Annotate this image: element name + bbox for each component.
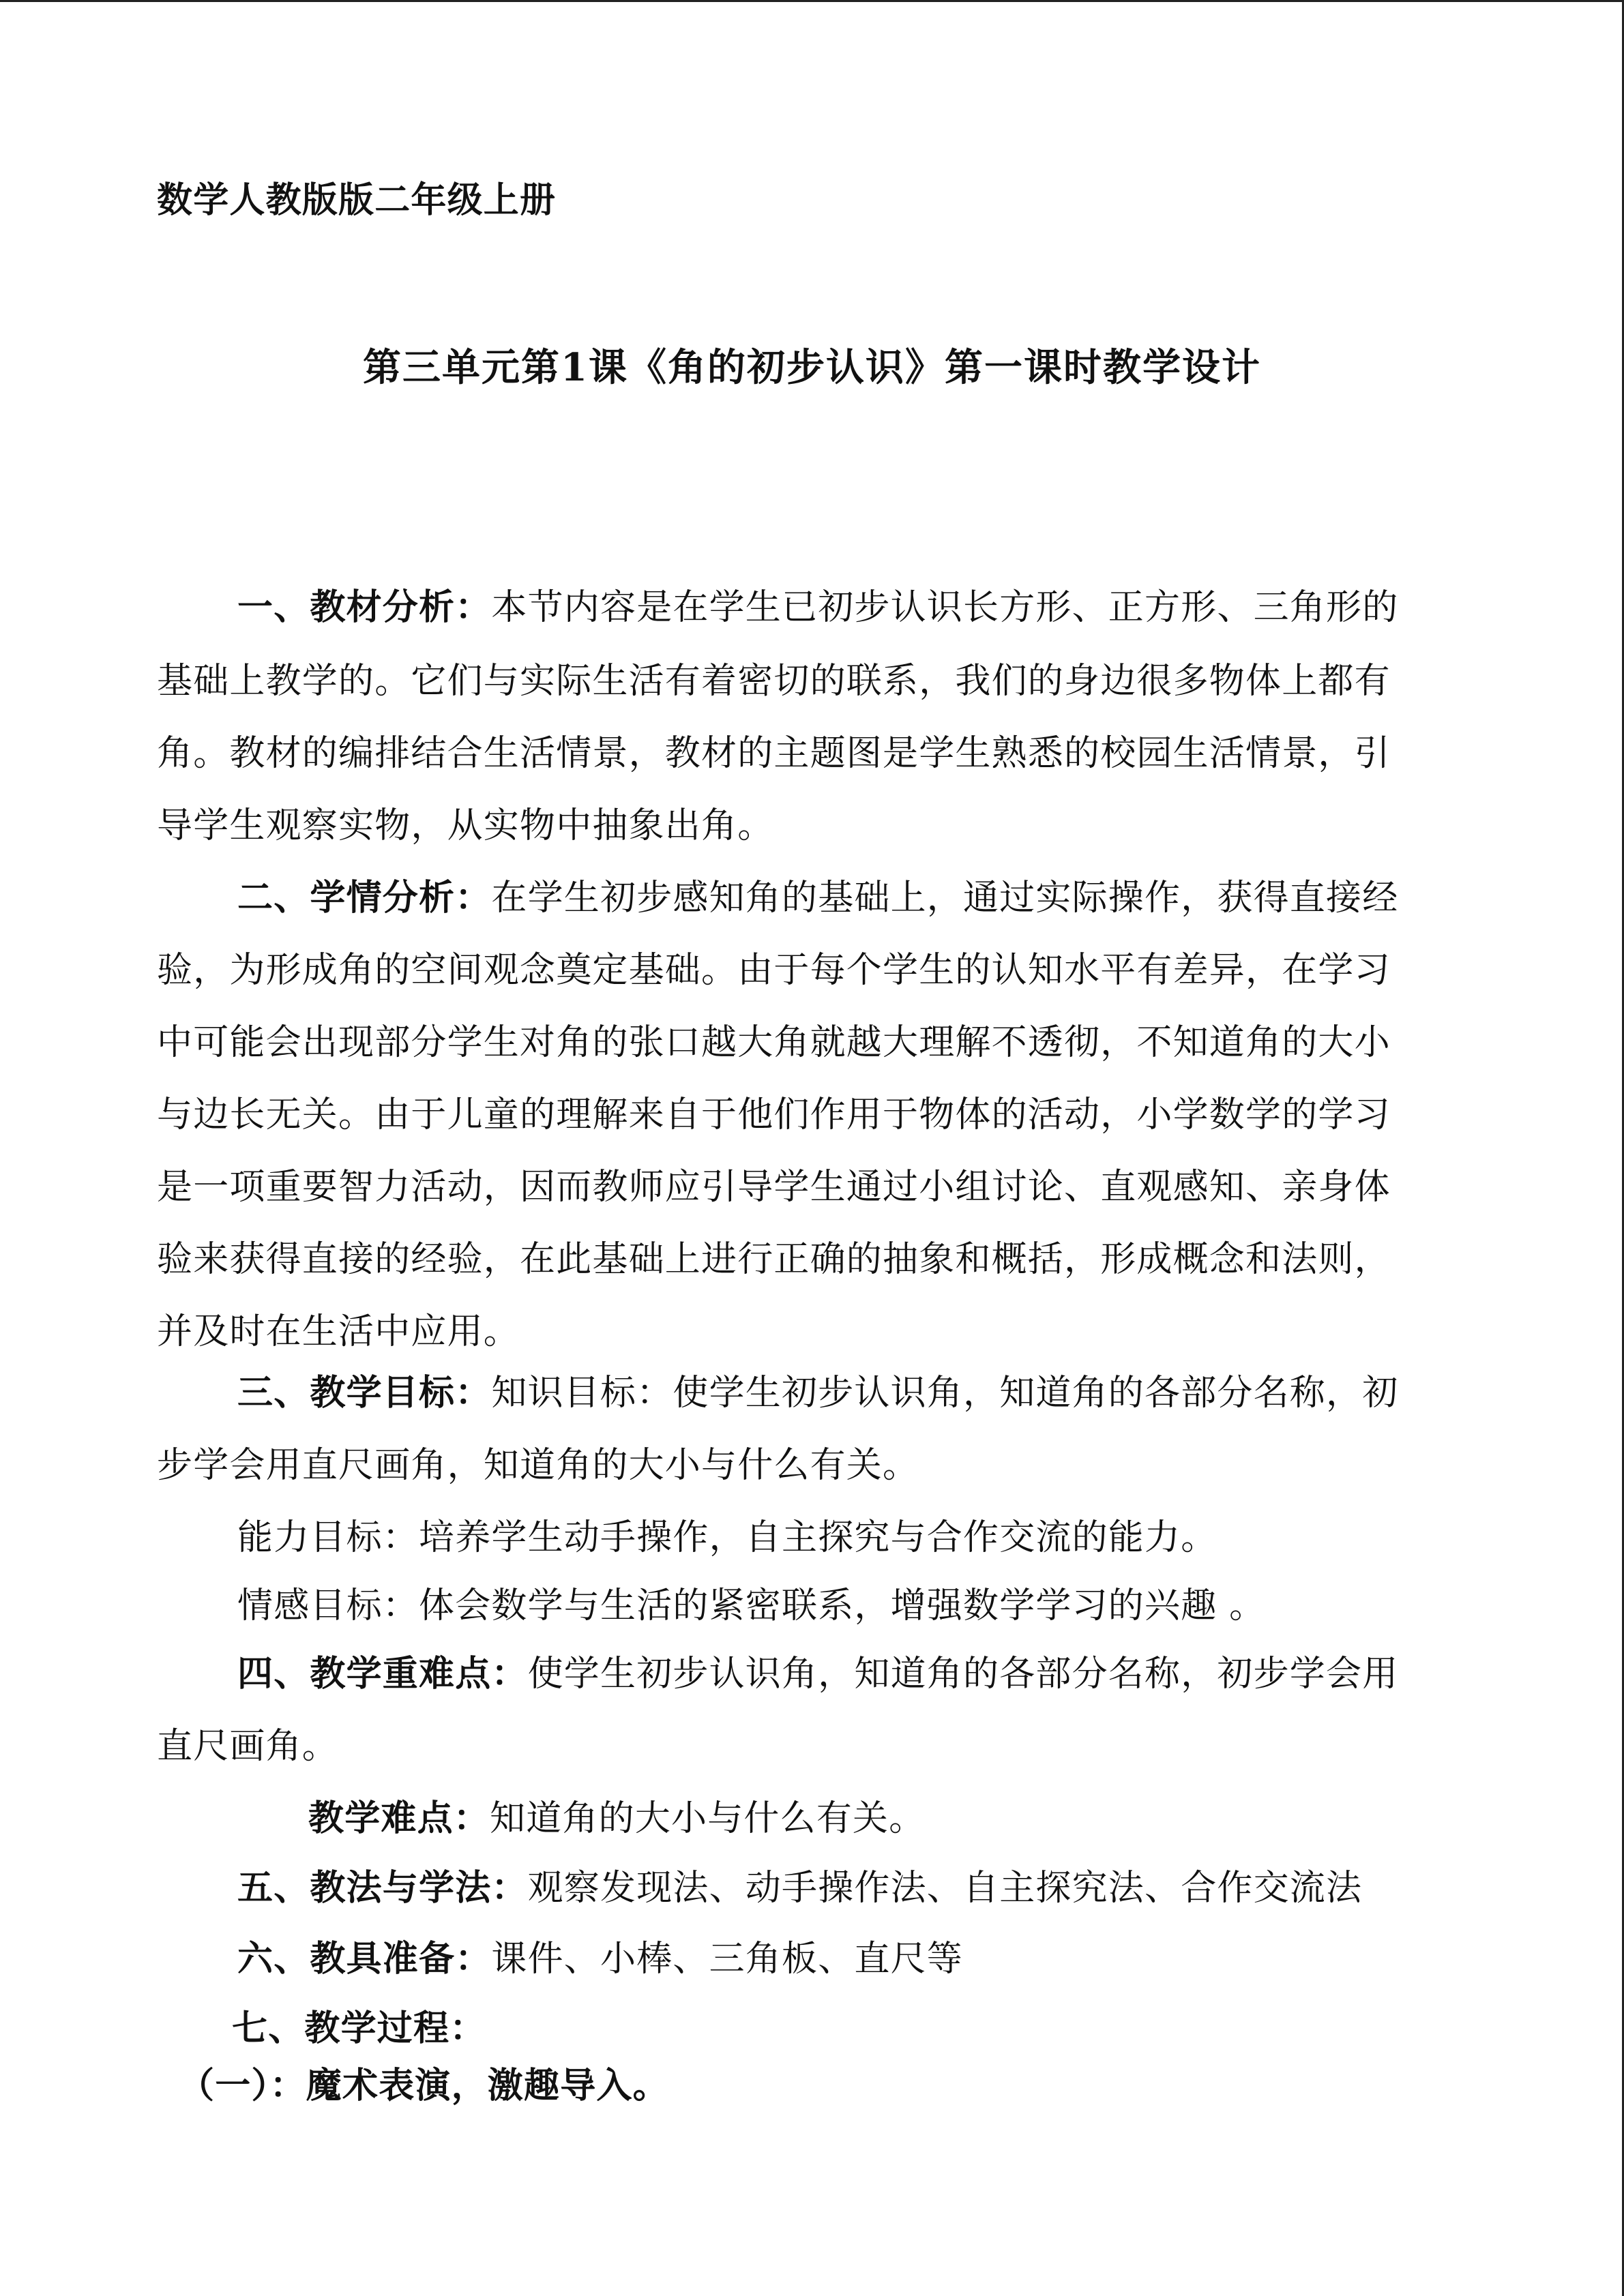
section-1-line-3: 角。教材的编排结合生活情景，教材的主题图是学生熟悉的校园生活情景，引 — [157, 733, 1391, 774]
section-1-line-1 — [237, 586, 1399, 628]
section-1-label: 一、教材分析： — [237, 586, 492, 628]
section-4-difficulty-text: 知道角的大小与什么有关。 — [490, 1798, 926, 1839]
document-title: 第三单元第1课《角的初步认识》第一课时教学设计 — [363, 345, 1261, 390]
section-6-text: 课件、小棒、三角板、直尺等 — [491, 1939, 964, 1980]
section-2-text: 在学生初步感知角的基础上，通过实际操作，获得直接经 — [491, 878, 1399, 919]
section-3-line-2: 步学会用直尺画角，知道角的大小与什么有关。 — [157, 1445, 919, 1486]
section-6-line — [237, 1938, 964, 1980]
section-2-line-7: 并及时在生活中应用。 — [157, 1311, 520, 1352]
section-4-label: 四、教学重难点： — [237, 1653, 528, 1695]
section-2-line-3: 中可能会出现部分学生对角的张口越大角就越大理解不透彻，不知道角的大小 — [157, 1022, 1391, 1063]
document-header: 数学人教版版二年级上册 — [157, 179, 557, 221]
section-3-text: 知识目标：使学生初步认识角，知道角的各部分名称，初 — [491, 1373, 1399, 1414]
section-4-text: 使学生初步认识角，知道角的各部分名称，初步学会用 — [527, 1654, 1399, 1695]
section-2-line-6: 验来获得直接的经验，在此基础上进行正确的抽象和概括，形成概念和法则， — [157, 1239, 1391, 1280]
section-2-line-2: 验，为形成角的空间观念奠定基础。由于每个学生的认知水平有差异，在学习 — [157, 950, 1391, 991]
section-1-line-4: 导学生观察实物，从实物中抽象出角。 — [157, 805, 774, 846]
section-2-label: 二、学情分析： — [237, 877, 492, 919]
subsection-1-heading: （一）：魔术表演，激趣导入。 — [179, 2065, 669, 2106]
section-4-difficulty — [308, 1798, 926, 1839]
section-3-line-1 — [237, 1372, 1399, 1414]
section-5-text: 观察发现法、动手操作法、自主探究法、合作交流法 — [527, 1868, 1363, 1909]
section-5-label: 五、教法与学法： — [237, 1867, 528, 1909]
section-2-line-4: 与边长无关。由于儿童的理解来自于他们作用于物体的活动，小学数学的学习 — [157, 1094, 1391, 1135]
section-6-label: 六、教具准备： — [237, 1938, 492, 1980]
section-4-difficulty-label: 教学难点： — [308, 1798, 490, 1839]
section-4-line-1 — [237, 1653, 1399, 1695]
section-2-line-5: 是一项重要智力活动，因而教师应引导学生通过小组讨论、直观感知、亲身体 — [157, 1167, 1391, 1208]
section-3-ability-goal: 能力目标：培养学生动手操作，自主探究与合作交流的能力。 — [237, 1517, 1217, 1558]
section-1-text: 本节内容是在学生已初步认识长方形、正方形、三角形的 — [491, 587, 1399, 628]
section-5-line — [237, 1867, 1363, 1909]
section-7-label: 七、教学过程： — [232, 2008, 486, 2049]
section-3-emotion-goal: 情感目标：体会数学与生活的紧密联系，增强数学学习的兴趣 。 — [237, 1585, 1266, 1626]
section-2-line-1 — [237, 877, 1399, 919]
section-1-line-2: 基础上教学的。它们与实际生活有着密切的联系，我们的身边很多物体上都有 — [157, 661, 1391, 702]
section-3-label: 三、教学目标： — [237, 1372, 492, 1414]
section-4-line-2: 直尺画角。 — [157, 1726, 339, 1767]
